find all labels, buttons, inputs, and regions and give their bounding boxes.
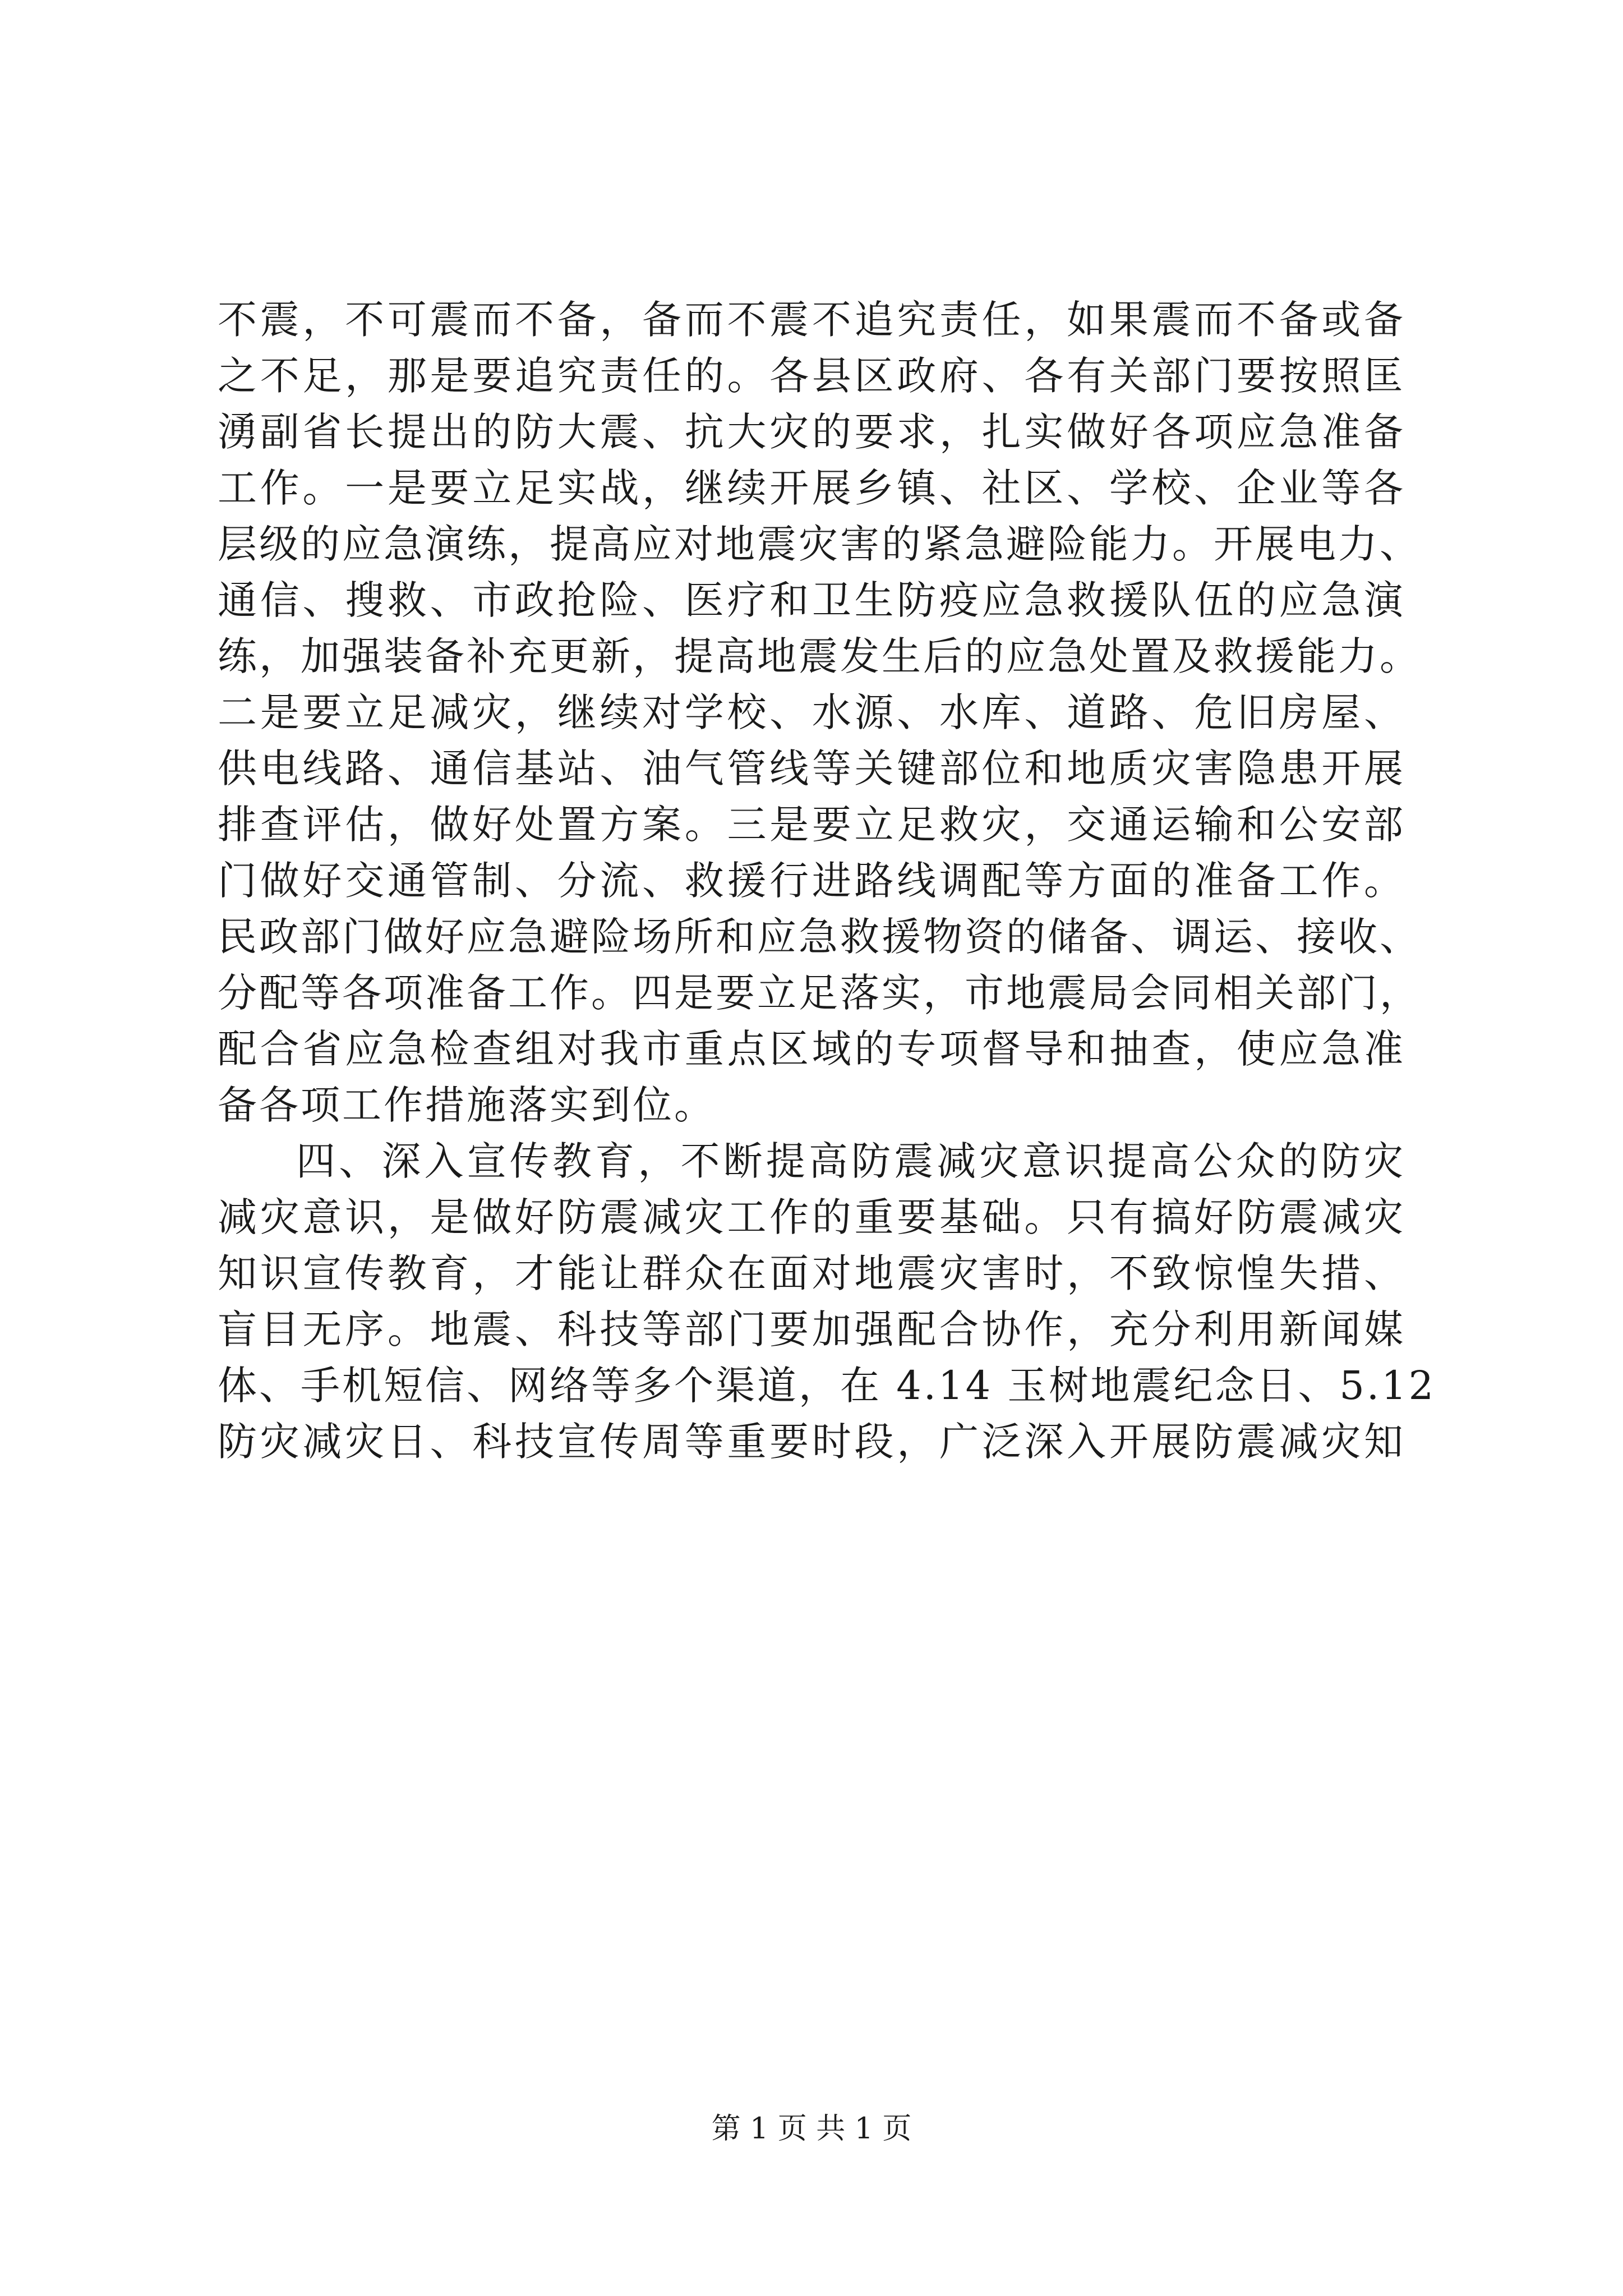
text-line: 不震，不可震而不备，备而不震不追究责任，如果震而不备或备 (218, 297, 1405, 343)
text-line: 配合省应急检查组对我市重点区域的专项督导和抽查，使应急准 (218, 1026, 1405, 1072)
text-line: 之不足，那是要追究责任的。各县区政府、各有关部门要按照匡 (218, 353, 1405, 399)
paragraph (218, 292, 1421, 1133)
text-line: 门做好交通管制、分流、救援行进路线调配等方面的准备工作。 (218, 858, 1405, 904)
text-line: 盲目无序。地震、科技等部门要加强配合协作，充分利用新闻媒 (218, 1306, 1405, 1352)
paragraph (218, 1133, 1436, 1470)
text-line: 工作。一是要立足实战，继续开展乡镇、社区、学校、企业等各 (218, 465, 1405, 511)
text-line: 排查评估，做好处置方案。三是要立足救灾，交通运输和公安部 (218, 802, 1405, 848)
text-line: 供电线路、通信基站、油气管线等关键部位和地质灾害隐患开展 (218, 746, 1405, 792)
text-line: 防灾减灾日、科技宣传周等重要时段，广泛深入开展防震减灾知 (218, 1419, 1405, 1465)
page-number-label: 第 1 页 共 1 页 (711, 2112, 912, 2146)
text-line: 二是要立足减灾，继续对学校、水源、水库、道路、危旧房屋、 (218, 689, 1405, 735)
text-line: 知识宣传教育，才能让群众在面对地震灾害时，不致惊惶失措、 (218, 1250, 1405, 1296)
text-line: 层级的应急演练，提高应对地震灾害的紧急避险能力。开展电力、 (218, 521, 1421, 567)
text-line: 四、深入宣传教育，不断提高防震减灾意识提高公众的防灾 (296, 1138, 1405, 1184)
page-footer (0, 2109, 1623, 2148)
text-line: 湧副省长提出的防大震、抗大灾的要求，扎实做好各项应急准备 (218, 409, 1405, 455)
document-body (218, 292, 1436, 1470)
text-line: 体、手机短信、网络等多个渠道，在 4.14 玉树地震纪念日、5.12 (218, 1363, 1436, 1409)
text-line: 民政部门做好应急避险场所和应急救援物资的储备、调运、接收、 (218, 914, 1421, 960)
text-line: 备各项工作措施落实到位。 (218, 1082, 716, 1128)
text-line: 减灾意识，是做好防震减灾工作的重要基础。只有搞好防震减灾 (218, 1194, 1405, 1240)
text-line: 练，加强装备补充更新，提高地震发生后的应急处置及救援能力。 (218, 633, 1421, 679)
text-line: 分配等各项准备工作。四是要立足落实，市地震局会同相关部门， (218, 970, 1421, 1016)
text-line: 通信、搜救、市政抢险、医疗和卫生防疫应急救援队伍的应急演 (218, 577, 1405, 623)
